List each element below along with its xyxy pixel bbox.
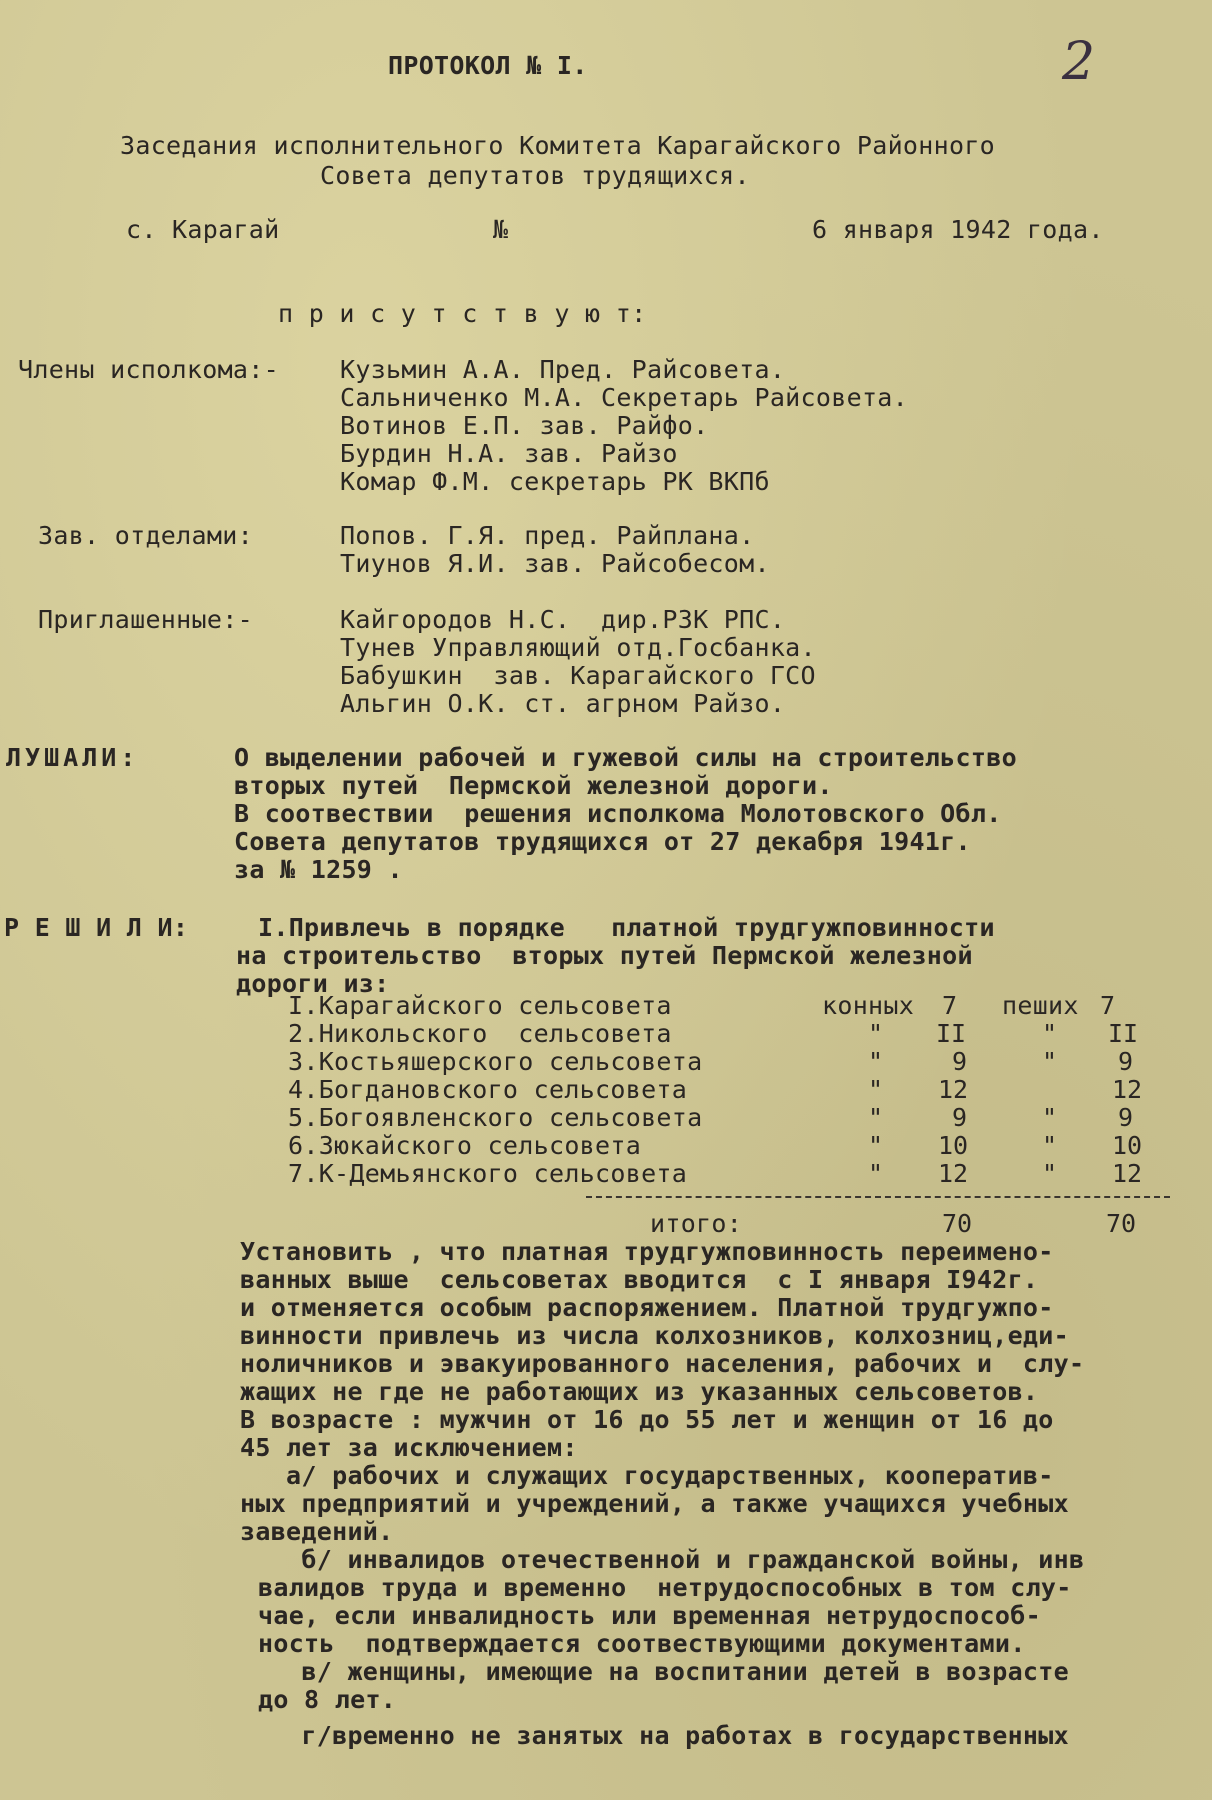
heard-line: О выделении рабочей и гужевой силы на строительство	[234, 743, 1017, 772]
row-name: 6.Зюкайского сельсовета	[288, 1131, 642, 1160]
number-label: №	[493, 215, 509, 244]
body-line: б/ инвалидов отечественной и гражданской войны, инв	[240, 1545, 1085, 1574]
subtitle-line-1: Заседания исполнительного Комитета Карагайского Районного	[120, 131, 996, 160]
body-line: и отменяется особым распоряжением. Платной трудгужпо-	[240, 1293, 1054, 1322]
row-foot: 9	[1118, 1103, 1134, 1132]
ditto-mark: "	[868, 1075, 884, 1104]
row-horse: 9	[952, 1047, 968, 1076]
row-foot: 9	[1118, 1047, 1134, 1076]
decided-intro-line: дороги из:	[236, 969, 390, 998]
head-line: Попов. Г.Я. пред. Райплана.	[340, 521, 755, 550]
ditto-mark: "	[868, 1047, 884, 1076]
ditto-mark: "	[1042, 1103, 1058, 1132]
ditto-mark: "	[868, 1159, 884, 1188]
invited-line: Альгин О.К. ст. агрном Райзо.	[340, 689, 786, 718]
row-name: 2.Никольского сельсовета	[288, 1019, 672, 1048]
member-line: Кузьмин А.А. Пред. Райсовета.	[340, 355, 786, 384]
row-name: I.Карагайского сельсовета	[288, 991, 672, 1020]
row-name: 5.Богоявленского сельсовета	[288, 1103, 703, 1132]
heads-label: Зав. отделами:	[38, 521, 253, 550]
row-horse: 10	[938, 1131, 969, 1160]
row-foot: 12	[1112, 1159, 1143, 1188]
body-line: жащих не где не работающих из указанных сельсоветов.	[240, 1377, 1039, 1406]
row-foot: 7	[1100, 991, 1116, 1020]
body-line: Установить , что платная трудгужповинность переимено-	[240, 1237, 1054, 1266]
row-name: 4.Богдановского сельсовета	[288, 1075, 688, 1104]
member-line: Вотинов Е.П. зав. Райфо.	[340, 411, 709, 440]
place: с. Карагай	[126, 215, 280, 244]
body-line: винности привлечь из числа колхозников, колхозниц,еди-	[240, 1321, 1069, 1350]
total-divider	[586, 1196, 1170, 1198]
row-horse: 7	[942, 991, 958, 1020]
member-line: Бурдин Н.А. зав. Райзо	[340, 439, 678, 468]
body-line: валидов труда и временно нетрудоспособных в том слу-	[258, 1573, 1072, 1602]
row-horse: 12	[938, 1075, 969, 1104]
body-line: В возрасте : мужчин от 16 до 55 лет и женщин от 16 до	[240, 1405, 1054, 1434]
heard-line: вторых путей Пермской железной дороги.	[234, 771, 833, 800]
total-label: итого:	[650, 1209, 743, 1238]
heard-line: Совета депутатов трудящихся от 27 декабря 1941г.	[234, 827, 971, 856]
head-line: Тиунов Я.И. зав. Райсобесом.	[340, 549, 770, 578]
ditto-mark: "	[868, 1103, 884, 1132]
heard-line: В соотвествии решения исполкома Молотовского Обл.	[234, 799, 1002, 828]
ditto-mark: "	[1042, 1047, 1058, 1076]
body-line: ных предприятий и учреждений, а также учащихся учебных	[240, 1489, 1069, 1518]
decided-label: Р Е Ш И Л И:	[4, 913, 189, 942]
heard-line: за № 1259 .	[234, 855, 403, 884]
body-line: г/временно не занятых на работах в государственных	[240, 1721, 1069, 1750]
ditto-mark: "	[1042, 1019, 1058, 1048]
body-line: чае, если инвалидность или временная нетрудоспособ-	[258, 1601, 1041, 1630]
row-foot: 12	[1112, 1075, 1143, 1104]
body-line: а/ рабочих и служащих государственных, кооператив-	[240, 1461, 1054, 1490]
body-line: ванных выше сельсоветах вводится с I января I942г.	[240, 1265, 1039, 1294]
col-horse-header: конных	[822, 991, 915, 1020]
decided-intro-line: I.Привлечь в порядке платной трудгужповинности	[258, 913, 995, 942]
members-label: Члены исполкома:-	[18, 355, 279, 384]
date: 6 января 1942 года.	[812, 215, 1104, 244]
row-name: 7.К-Демьянского сельсовета	[288, 1159, 688, 1188]
row-foot: II	[1108, 1019, 1139, 1048]
subtitle-line-2: Совета депутатов трудящихся.	[320, 161, 750, 190]
row-horse: 9	[952, 1103, 968, 1132]
ditto-mark: "	[1042, 1159, 1058, 1188]
ditto-mark: "	[868, 1131, 884, 1160]
row-horse: II	[936, 1019, 967, 1048]
ditto-mark: "	[868, 1019, 884, 1048]
body-line: до 8 лет.	[258, 1685, 397, 1714]
col-foot-header: пеших	[1002, 991, 1079, 1020]
attendance-heading: п р и с у т с т в у ю т:	[278, 299, 647, 328]
page-number: 2	[1062, 32, 1096, 92]
body-line: в/ женщины, имеющие на воспитании детей в возрасте	[240, 1657, 1069, 1686]
body-line: ность подтверждается соотвествующими документами.	[258, 1629, 1026, 1658]
invited-line: Бабушкин зав. Карагайского ГСО	[340, 661, 816, 690]
body-line: заведений.	[240, 1517, 394, 1546]
ditto-mark: "	[1042, 1131, 1058, 1160]
decided-intro-line: на строительство вторых путей Пермской железной	[236, 941, 973, 970]
invited-line: Тунев Управляющий отд.Госбанка.	[340, 633, 816, 662]
protocol-title: ПРОТОКОЛ № I.	[388, 51, 588, 80]
invited-line: Кайгородов Н.С. дир.РЗК РПС.	[340, 605, 786, 634]
body-line: ноличников и эвакуированного населения, рабочих и слу-	[240, 1349, 1085, 1378]
row-horse: 12	[938, 1159, 969, 1188]
member-line: Комар Ф.М. секретарь РК ВКПб	[340, 467, 770, 496]
invited-label: Приглашенные:-	[38, 605, 253, 634]
row-name: 3.Костьяшерского сельсовета	[288, 1047, 703, 1076]
total-foot: 70	[1106, 1209, 1137, 1238]
member-line: Сальниченко М.А. Секретарь Райсовета.	[340, 383, 908, 412]
body-line: 45 лет за исключением:	[240, 1433, 578, 1462]
total-horse: 70	[942, 1209, 973, 1238]
heard-label: ЛУШАЛИ:	[6, 743, 140, 772]
row-foot: 10	[1112, 1131, 1143, 1160]
